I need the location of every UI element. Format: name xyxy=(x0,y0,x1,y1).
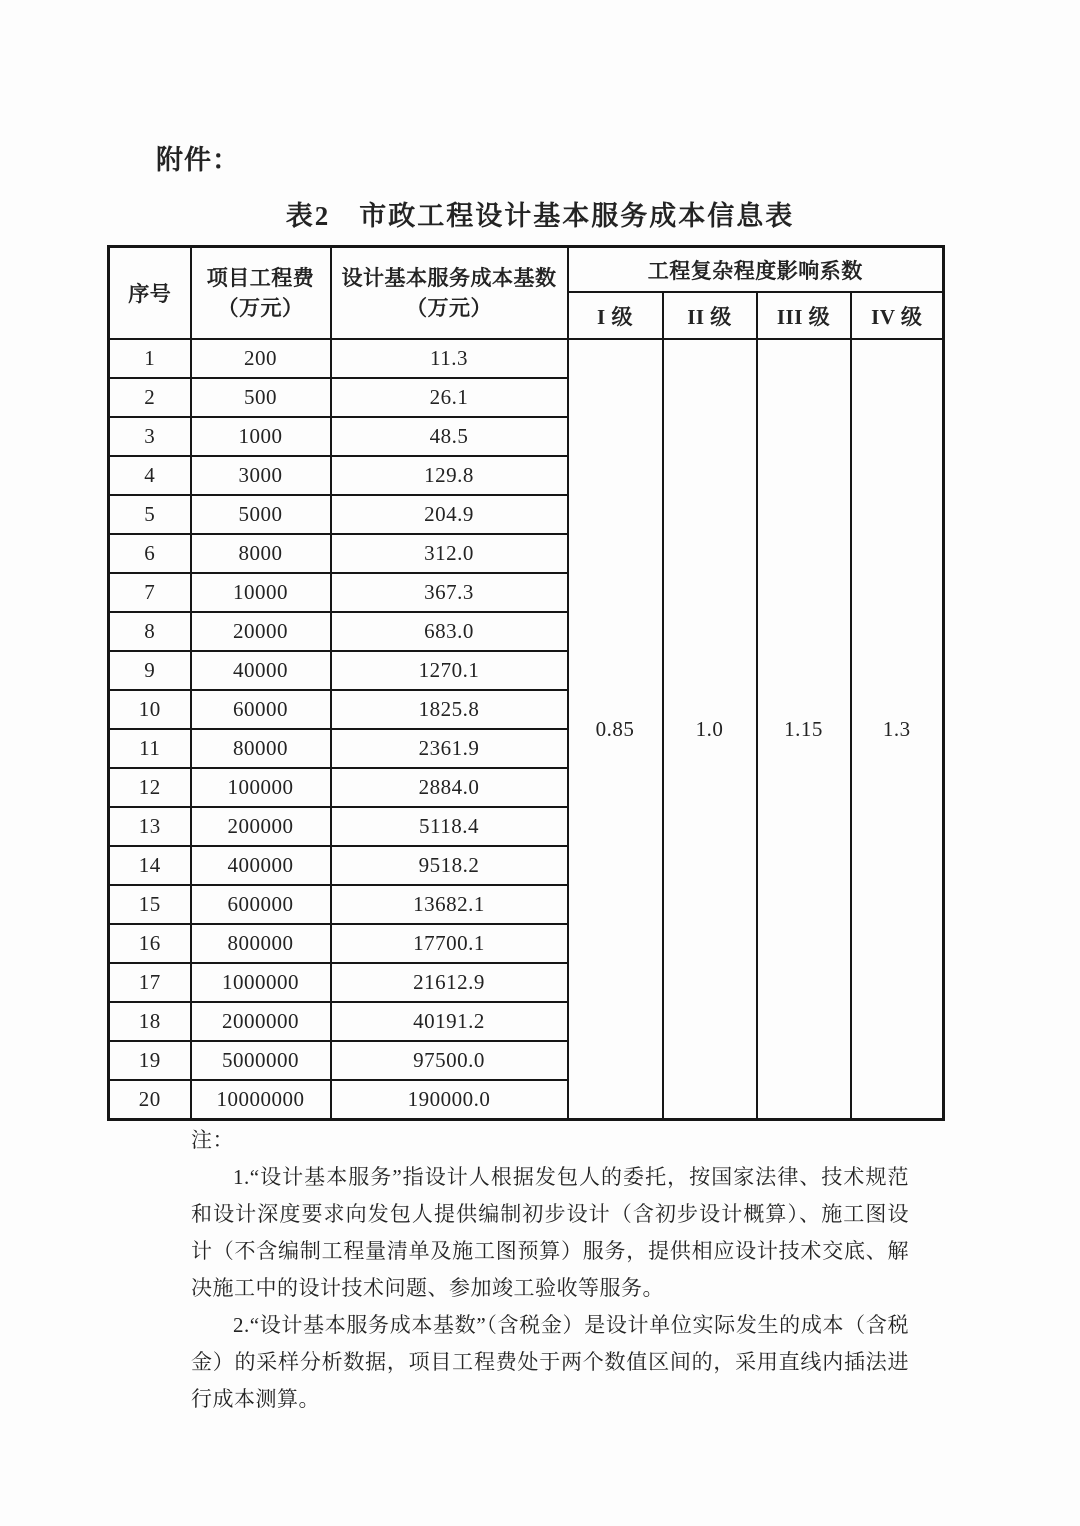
cell-fee: 80000 xyxy=(191,729,331,768)
cell-coefficient-level-2: 1.0 xyxy=(663,339,757,1120)
notes-label: 注： xyxy=(191,1128,234,1152)
cell-base: 1825.8 xyxy=(331,690,568,729)
cell-base: 97500.0 xyxy=(331,1041,568,1080)
col-header-fee-line2: （万元） xyxy=(217,296,304,320)
cell-base: 1270.1 xyxy=(331,651,568,690)
cell-no: 6 xyxy=(109,534,191,573)
col-header-fee-line1: 项目工程费 xyxy=(206,266,315,290)
cell-no: 18 xyxy=(109,1002,191,1041)
col-header-level-2: II 级 xyxy=(663,292,757,339)
table-row xyxy=(109,339,944,378)
cell-fee: 60000 xyxy=(191,690,331,729)
col-header-base-line2: （万元） xyxy=(406,296,492,320)
cell-base: 9518.2 xyxy=(331,846,568,885)
col-header-complexity-group: 工程复杂程度影响系数 xyxy=(568,247,944,293)
cell-fee: 5000 xyxy=(191,495,331,534)
cell-fee: 10000 xyxy=(191,573,331,612)
notes-section xyxy=(191,1122,909,1418)
cell-no: 9 xyxy=(109,651,191,690)
cell-base: 26.1 xyxy=(331,378,568,417)
cell-no: 1 xyxy=(109,339,191,378)
cell-no: 7 xyxy=(109,573,191,612)
cell-no: 5 xyxy=(109,495,191,534)
col-header-level-1: I 级 xyxy=(568,292,663,339)
col-header-no: 序号 xyxy=(109,247,191,340)
col-header-level-4: IV 级 xyxy=(851,292,944,339)
cell-no: 12 xyxy=(109,768,191,807)
cell-coefficient-level-4: 1.3 xyxy=(851,339,944,1120)
cell-fee: 1000 xyxy=(191,417,331,456)
col-header-fee xyxy=(191,247,331,340)
cell-no: 8 xyxy=(109,612,191,651)
cell-no: 4 xyxy=(109,456,191,495)
cell-fee: 600000 xyxy=(191,885,331,924)
cell-base: 48.5 xyxy=(331,417,568,456)
cell-coefficient-level-3: 1.15 xyxy=(757,339,851,1120)
header-row-1 xyxy=(109,247,944,293)
cell-base: 367.3 xyxy=(331,573,568,612)
cell-base: 17700.1 xyxy=(331,924,568,963)
cell-no: 2 xyxy=(109,378,191,417)
note-item-1: 1.“设计基本服务”指设计人根据发包人的委托，按国家法律、技术规范和设计深度要求向发包人提供编制初步设计（含初步设计概算）、施工图设计（不含编制工程量清单及施工图预算）服务，提供相应设计技术交底、解决施工中的设计技术问题、参加竣工验收等服务。 xyxy=(191,1165,909,1300)
col-header-base xyxy=(331,247,568,340)
cell-fee: 200000 xyxy=(191,807,331,846)
cell-base: 204.9 xyxy=(331,495,568,534)
cell-no: 11 xyxy=(109,729,191,768)
cell-fee: 100000 xyxy=(191,768,331,807)
cell-no: 19 xyxy=(109,1041,191,1080)
cell-base: 11.3 xyxy=(331,339,568,378)
cell-base: 190000.0 xyxy=(331,1080,568,1120)
col-header-level-3: III 级 xyxy=(757,292,851,339)
cell-base: 40191.2 xyxy=(331,1002,568,1041)
cell-no: 17 xyxy=(109,963,191,1002)
cell-no: 3 xyxy=(109,417,191,456)
cell-fee: 200 xyxy=(191,339,331,378)
cell-fee: 40000 xyxy=(191,651,331,690)
cell-fee: 20000 xyxy=(191,612,331,651)
cell-base: 5118.4 xyxy=(331,807,568,846)
cell-no: 13 xyxy=(109,807,191,846)
cell-fee: 8000 xyxy=(191,534,331,573)
cell-no: 15 xyxy=(109,885,191,924)
attachment-label: 附件： xyxy=(156,145,240,175)
cell-base: 21612.9 xyxy=(331,963,568,1002)
cell-no: 10 xyxy=(109,690,191,729)
page-title: 表2 市政工程设计基本服务成本信息表 xyxy=(285,201,795,231)
cell-base: 683.0 xyxy=(331,612,568,651)
cell-no: 16 xyxy=(109,924,191,963)
cell-coefficient-level-1: 0.85 xyxy=(568,339,663,1120)
cell-no: 20 xyxy=(109,1080,191,1120)
note-item-2: 2.“设计基本服务成本基数”（含税金）是设计单位实际发生的成本（含税金）的采样分析数据，项目工程费处于两个数值区间的，采用直线内插法进行成本测算。 xyxy=(191,1313,909,1411)
cell-no: 14 xyxy=(109,846,191,885)
col-header-base-line1: 设计基本服务成本基数 xyxy=(341,266,557,290)
cell-base: 2884.0 xyxy=(331,768,568,807)
cell-fee: 500 xyxy=(191,378,331,417)
cell-base: 312.0 xyxy=(331,534,568,573)
cell-base: 13682.1 xyxy=(331,885,568,924)
cost-info-table xyxy=(107,245,945,1121)
cell-fee: 1000000 xyxy=(191,963,331,1002)
cell-fee: 5000000 xyxy=(191,1041,331,1080)
cell-fee: 400000 xyxy=(191,846,331,885)
cell-base: 2361.9 xyxy=(331,729,568,768)
cell-base: 129.8 xyxy=(331,456,568,495)
cell-fee: 800000 xyxy=(191,924,331,963)
cell-fee: 3000 xyxy=(191,456,331,495)
cell-fee: 10000000 xyxy=(191,1080,331,1120)
cell-fee: 2000000 xyxy=(191,1002,331,1041)
